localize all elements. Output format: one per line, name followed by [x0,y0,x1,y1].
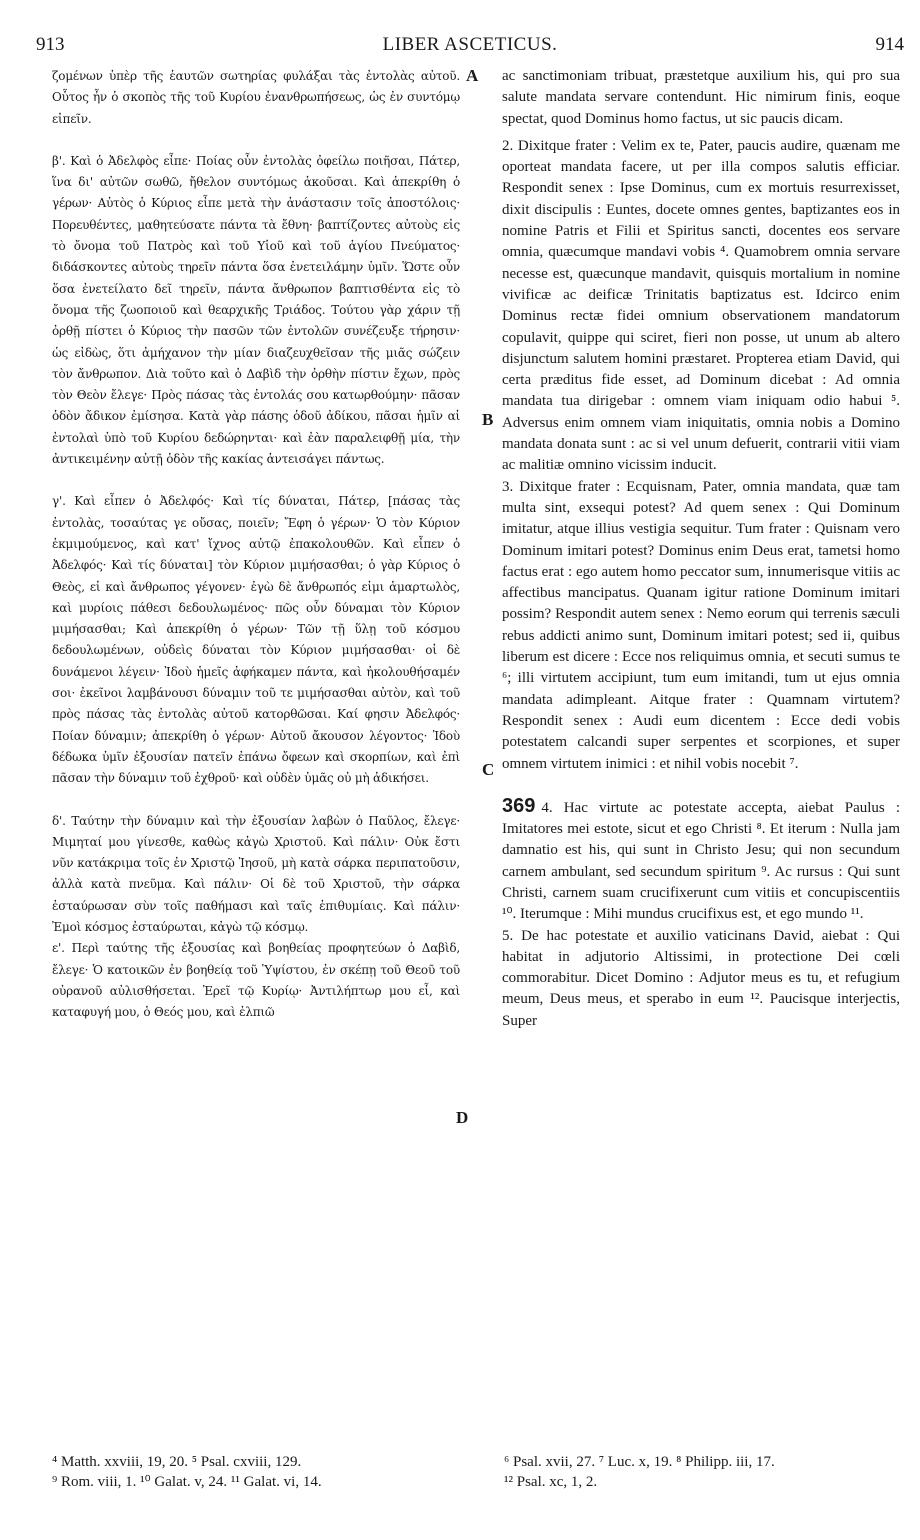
greek-column [52,66,460,1436]
footnote-line-2-left: ⁹ Rom. viii, 1. ¹⁰ Galat. v, 24. ¹¹ Galat. vi, 14. [52,1474,322,1490]
greek-paragraph-5: ε'. Περὶ ταύτης τῆς ἐξουσίας καὶ βοηθείας προφητεύων ὁ Δαβὶδ, ἔλεγε· Ὁ κατοικῶν ἐν βοηθείᾳ τοῦ Ὑψίστου, ἐν σκέπῃ τοῦ Θεοῦ τοῦ οὐρανοῦ αὐλισθήσεται. Ἐρεῖ τῷ Κυρίῳ· Ἀντιλήπτωρ μου εἶ, καὶ καταφυγή μου, ὁ Θεός μου, καὶ ἐλπιῶ [52,941,460,1020]
footnote-line-1-right: ⁶ Psal. xvii, 27. ⁷ Luc. x, 19. ⁸ Philipp. iii, 17. [504,1454,775,1470]
latin-column [502,66,900,1436]
greek-paragraph-3: γ'. Καὶ εἶπεν ὁ Ἀδελφός· Καὶ τίς δύναται, Πάτερ, [πάσας τὰς ἐντολὰς, τοσαύτας γε οὔσας, ποιεῖν; Ἔφη ὁ γέρων· Ὁ τὸν Κύριον ἐκμιμούμενος, καὶ κατ' ἴχνος αὐτῷ ἐπακολουθῶν. Καὶ εἶπεν ὁ Ἀδελφός· Καὶ τίς δύναται] τὸν Κύριον μιμήσασθαι; ὁ γὰρ Κύριος ὁ Θεὸς, εἰ καὶ ἄνθρωπος γέγονεν· ἐγὼ δὲ ἄνθρωπός εἰμι ἁμαρτωλὸς, καὶ μυρίοις πάθεσι δεδουλωμένος· πῶς οὖν δύναμαι τὸν Κύριον μιμήσασθαι; Καὶ ἀπεκρίθη ὁ γέρων· Τῶν τῇ ὕλῃ τοῦ κόσμου δεδουλωμένων, οὐδεὶς δύναται τὸν Κύριον μιμήσασθαι· οἱ δὲ δυνάμενοι λέγειν· Ἰδοὺ ἡμεῖς ἀφήκαμεν πάντα, καὶ ἠκολουθήσαμέν σοι· ἐκεῖνοι λαμβάνουσι δύναμιν τοῦ τε μιμήσασθαι αὐτὸν, καὶ τοῦ πρὸς πάσας τὰς ἐντολὰς αὐτοῦ κατορθῶσαι. Καί φησιν Ἀδελφός· Ποίαν δύναμιν; ἀπεκρίθη ὁ γέρων· Αὐτοῦ ἄκουσον λέγοντος· Ἰδοὺ δέδωκα ὑμῖν ἐξουσίαν πατεῖν ἐπάνω ὄφεων καὶ σκορπίων, καὶ ἐπὶ πᾶσαν τὴν δύναμιν τοῦ ἐχθροῦ· καὶ οὐδὲν ὑμᾶς οὐ μὴ ἀδικήσει. [52,494,460,786]
greek-paragraph-4: δ'. Ταύτην τὴν δύναμιν καὶ τὴν ἐξουσίαν λαβὼν ὁ Παῦλος, ἔλεγε· Μιμηταί μου γίνεσθε, καθὼς κἀγὼ Χριστοῦ. Καὶ πάλιν· Οὐκ ἔστι νῦν κατάκριμα τοῖς ἐν Χριστῷ Ἰησοῦ, μὴ κατὰ σάρκα περιπατοῦσιν, ἀλλὰ κατὰ πνεῦμα. Καὶ πάλιν· Οἱ δὲ τοῦ Χριστοῦ, τὴν σάρκα ἐσταύρωσαν σὺν τοῖς παθήμασι καὶ ταῖς ἐπιθυμίαις. Καὶ πάλιν· Ἐμοὶ κόσμος ἐσταύρωται, κἀγὼ τῷ κόσμῳ. [52,813,460,934]
greek-paragraph-2: β'. Καὶ ὁ Ἀδελφὸς εἶπε· Ποίας οὖν ἐντολὰς ὀφείλω ποιῆσαι, Πάτερ, ἵνα δι' αὐτῶν σωθῶ, ἤθελον συντόμως ἀκοῦσαι. Καὶ ἀπεκρίθη ὁ γέρων· Αὐτὸς ὁ Κύριος εἶπε μετὰ τὴν ἀνάστασιν τοῖς ἀποστόλοις· Πορευθέντες, μαθητεύσατε πάντα τὰ ἔθνη· βαπτίζοντες αὐτοὺς εἰς τὸ ὄνομα τοῦ Πατρὸς καὶ τοῦ Υἱοῦ καὶ τοῦ ἁγίου Πνεύματος· διδάσκοντες αὐτοὺς τηρεῖν πάντα ὅσα ἐνετειλάμην ὑμῖν. Ὥστε οὖν ὅσα ἐνετείλατο δεῖ τηρεῖν, πάντα ἄνθρωπον βαπτισθέντα εἰς τὸ ὄνομα τῆς ζωοποιοῦ καὶ θεαρχικῆς Τριάδος. Τούτου γὰρ χάριν τῇ ὀρθῇ πίστει ὁ Κύριος τὴν πασῶν τῶν ἐντολῶν συνέζευξε τήρησιν· ὡς εἰδὼς, ὅτι ἀμήχανον τὴν μίαν διαζευχθεῖσαν τῆς μιᾶς σώζειν τὸν ἄνθρωπον. Διὰ τοῦτο καὶ ὁ Δαβὶδ τὴν ὀρθὴν πίστιν ἔχων, πρὸς τὸν Θεὸν ἔλεγε· Πρὸς πάσας τὰς ἐντολάς σου κατωρθούμην· πᾶσαν ὁδὸν ἄδικον ἐμίσησα. Κατὰ γὰρ πάσης ὁδοῦ ἀδίκου, πᾶσαι ἡμῖν αἱ ἐντολαὶ ὑπὸ τοῦ Κυρίου δεδώρηνται· καὶ ἐὰν παραλειφθῇ μία, τὴν ἀντικειμένην αὐτῇ ὁδὸν τῆς κακίας ἀντεισάγει πάντως. [52,153,460,467]
page-header [36,34,904,60]
running-title: LIBER ASCETICUS. [382,34,558,55]
greek-paragraph-1: ζομένων ὑπὲρ τῆς ἑαυτῶν σωτηρίας φυλάξαι τὰς ἐντολὰς αὐτοῦ. Οὗτος ἦν ὁ σκοπὸς τῆς τοῦ Κυρίου ἐνανθρωπήσεως, ὡς ἐν συντόμῳ εἰπεῖν. [52,69,460,126]
section-marker-c: C [482,760,495,779]
latin-paragraph-3: 3. Dixitque frater : Ecquisnam, Pater, omnia mandata, quæ tam multa sint, exsequi potest? Ad quem senex : Qui Dominum imitatur, atque illius vestigia sequitur. Tum frater : Quisnam vero Dominum imitari potest? Dominus enim Deus erat, tametsi homo factus erat : ego autem homo peccator sum, innumerisque vitiis ac affectibus mancipatus. Quanam igitur ratione Dominum imitari possim? Respondit autem senex : Nemo eorum qui terrenis sæculi rebus addicti animo sunt, Dominum imitari potest; sed ii, quibus liberum est dicere : Ecce nos reliquimus omnia, et secuti sumus te ⁶; illi virtutem accipiunt, tum eum imitandi, tum ut ejus omnia mandata adimpleant. Aitque frater : Quamnam virtutem? Respondit senex : Audi eum dicentem : Ecce dedi vobis potestatem calcandi super serpentes et scorpiones, et super omnem virtutem inimici : et nihil vobis nocebit ⁷. [502,478,900,772]
latin-paragraph-4-text: 4. Hac virtute ac potestate accepta, aiebat Paulus : Imitatores mei estote, sicut et ego Christi ⁸. Et iterum : Nulla jam damnatio est his, qui sunt in Christo Jesu; qui non secundum carnem ambulant, sed secundum spiritum ⁹. Ac rursus : Qui sunt Christi, carnem suam crucifixerunt cum vitiis et concupiscentiis ¹⁰. Iterumque : Mihi mundus crucifixus est, et ego mundo ¹¹. [502,799,900,923]
section-marker-a: A [466,66,479,85]
latin-paragraph-4 [502,796,900,926]
latin-paragraph-2: 2. Dixitque frater : Velim ex te, Pater, paucis audire, quænam me oporteat mandata facere, ut per illa compos salutis efficiar. Respondit senex : Ipse Dominus, cum ex mortuis resurrexisset, dixit discipulis : Euntes, docete omnes gentes, baptizantes eos in nomine Patris et Filii et Spiritus sancti, docentes eos servare omnia, quæcumque mandavi vobis ⁴. Quamobrem omnia servare necesse est, quæcunque mandavit, quisquis mortalium in nomine vivificæ ac deificæ Trinitatis baptizatus est. Idcirco enim Dominus rectæ fidei omnium observationem mandatorum copulavit, quippe qui sciret, fieri non posse, ut unum ab altero disjunctum salutem homini præstaret. Propterea etiam David, qui certa præditus fide esset, ad Dominum dicebat : Ad omnia mandata tua dirigebar : omnem viam iniquam odio habui ⁵. Adversus enim omnem viam iniquitatis, omnia nobis a Domino mandata donata sunt : ac si vel unum defuerit, contrarii vitii viam ac malitiæ omnino vicissim inducit. [502,137,900,474]
footnote-line-2-right: ¹² Psal. xc, 1, 2. [504,1474,598,1490]
footnote-line-1-left: ⁴ Matth. xxviii, 19, 20. ⁵ Psal. cxviii, 129. [52,1454,302,1470]
latin-paragraph-5: 5. De hac potestate et auxilio vaticinans David, aiebat : Qui habitat in adjutorio Altissimi, in protectione Dei cœli commorabitur. Dicet Domino : Adjutor meus es tu, et refugium meum, Deus meus, et sperabo in eum ¹². Paucisque interjectis, Super [502,927,900,1029]
section-marker-b: B [482,410,494,429]
left-page-number: 913 [36,34,65,55]
right-page-number: 914 [875,34,904,55]
section-marker-d: D [456,1108,469,1127]
column-number: 369 [502,794,536,817]
latin-paragraph-1: ac sanctimoniam tribuat, præstetque auxilium his, qui pro sua salute mandata servare contendunt. Hic nimirum finis, eoque spectat, quod Dominus homo factus, ut sic paucis dicam. [502,68,900,127]
